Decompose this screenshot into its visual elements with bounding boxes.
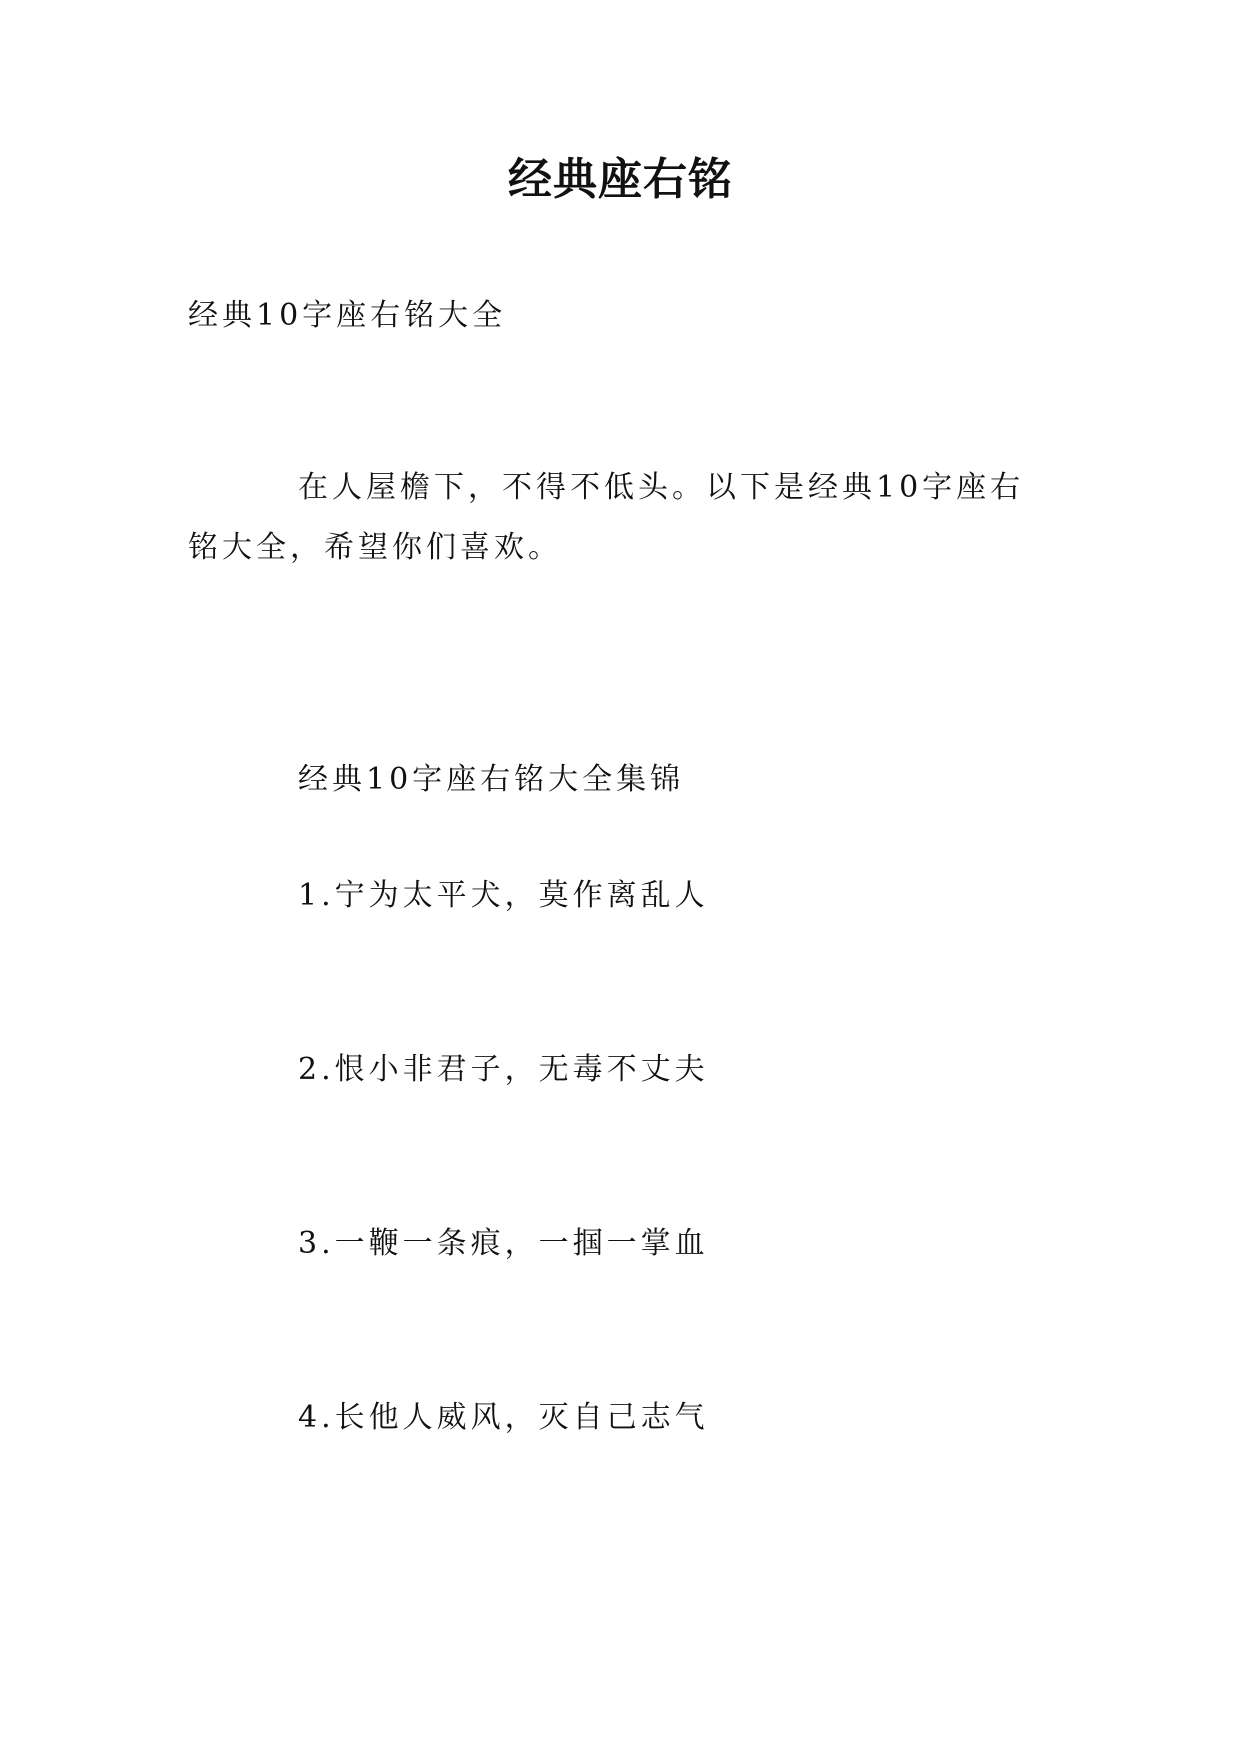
list-item: 3.一鞭一条痕，一掴一掌血 (298, 1226, 709, 1261)
intro-paragraph: 在人屋檐下，不得不低头。以下是经典10字座右铭大全，希望你们喜欢。 (188, 470, 1025, 565)
list-item: 2.恨小非君子，无毒不丈夫 (298, 1052, 709, 1087)
document-subtitle: 经典10字座右铭大全 (188, 298, 507, 333)
list-item: 4.长他人威风，灭自己志气 (298, 1400, 709, 1435)
list-item: 1.宁为太平犬，莫作离乱人 (298, 878, 709, 913)
section-heading: 经典10字座右铭大全集锦 (298, 762, 685, 797)
document-title: 经典座右铭 (508, 154, 733, 205)
